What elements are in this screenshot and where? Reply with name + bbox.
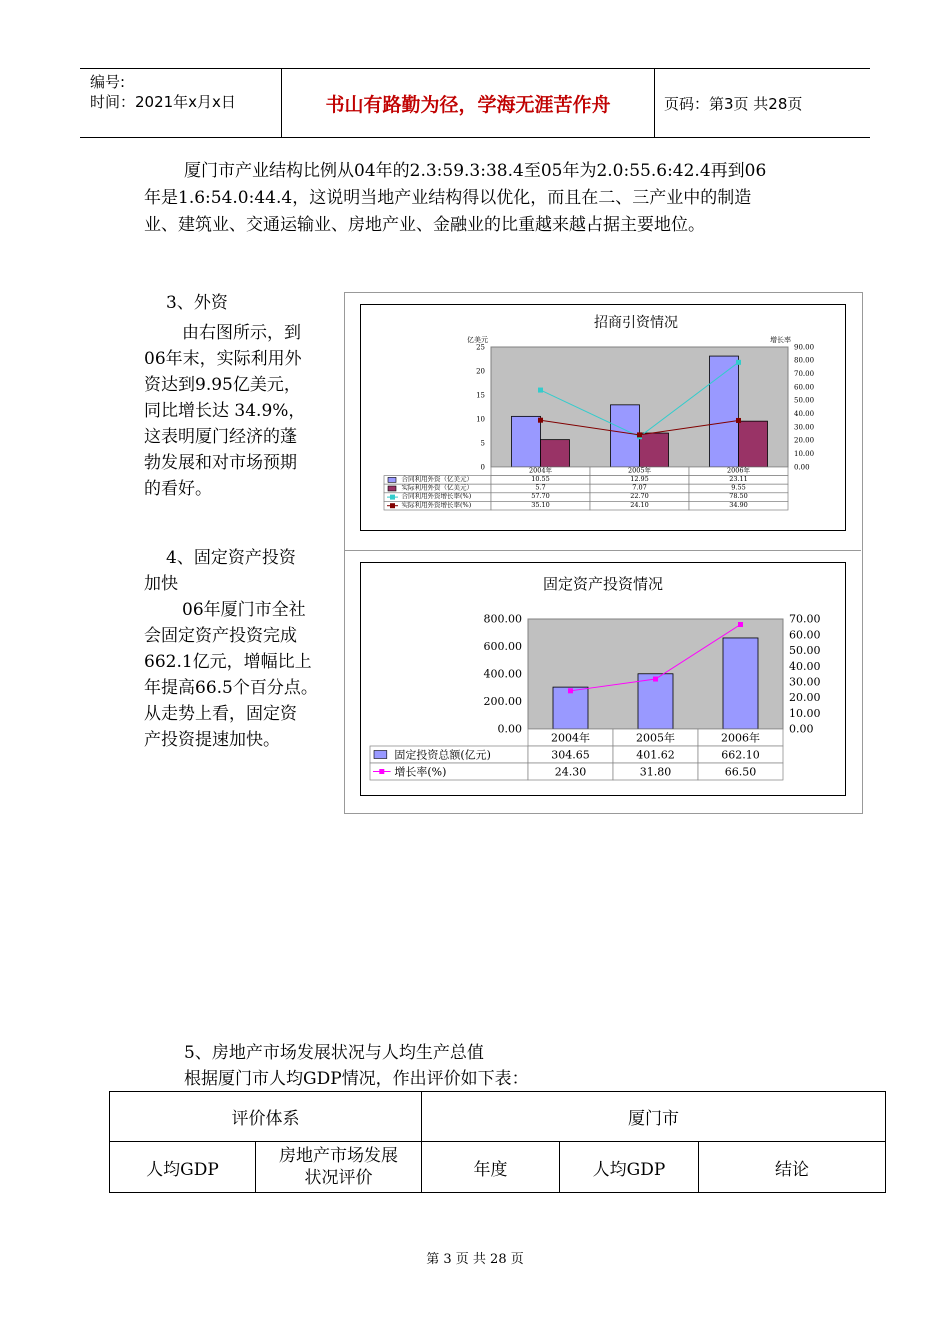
- data-label: 24.10: [630, 500, 649, 509]
- y2-tick-label: 40.00: [789, 659, 821, 673]
- y2-tick-label: 0.00: [789, 722, 814, 736]
- data-label: 31.80: [639, 765, 672, 779]
- y2-tick-label: 90.00: [794, 343, 815, 352]
- y-tick-label: 15: [476, 391, 485, 400]
- section3-line: 的看好。: [144, 479, 212, 499]
- table-cell-market-line2: 状况评价: [304, 1168, 373, 1188]
- y2-tick-label: 40.00: [794, 410, 815, 418]
- legend-marker: [390, 503, 395, 508]
- table-cell-market: [256, 1142, 422, 1193]
- legend-label: 实际利用外资增长率(%): [401, 500, 472, 509]
- data-label: 35.10: [531, 500, 550, 509]
- y2-tick-label: 30.00: [789, 675, 821, 689]
- y2-tick-label: 10.00: [794, 450, 815, 458]
- intro-line-1: 厦门市产业结构比例从04年的2.3:59.3:38.4至05年为2.0:55.6:42.4再到06: [184, 161, 767, 181]
- legend-label: 合同利用外资（亿美元）: [401, 475, 473, 484]
- data-label: 12.95: [630, 475, 649, 484]
- legend-label: 增长率(%): [394, 765, 447, 779]
- y2-tick-label: 70.00: [789, 612, 821, 626]
- y-tick-label: 20: [476, 367, 485, 376]
- y-tick-label: 200.00: [483, 695, 522, 709]
- bar: [541, 440, 570, 467]
- y2-tick-label: 50.00: [789, 644, 821, 658]
- table-cell-gdp2: 人均GDP: [560, 1142, 699, 1193]
- y2-tick-label: 20.00: [794, 436, 815, 445]
- evaluation-table: [109, 1091, 886, 1193]
- legend-marker: [379, 769, 384, 774]
- data-label: 57.70: [531, 492, 550, 501]
- chart-title: 固定资产投资情况: [542, 575, 664, 593]
- y2-tick-label: 50.00: [794, 396, 815, 405]
- data-label: 23.11: [729, 475, 748, 484]
- y2-tick-label: 30.00: [794, 423, 815, 432]
- section4-line: 从走势上看，固定资: [144, 704, 297, 724]
- line-marker: [738, 622, 743, 627]
- table-row: [110, 1092, 886, 1142]
- y-tick-label: 5: [480, 439, 485, 448]
- y-tick-label: 400.00: [483, 667, 522, 681]
- table-cell-market-line1: 房地产市场发展: [279, 1146, 398, 1166]
- legend-label: 合同利用外资增长率(%): [401, 492, 472, 501]
- bar: [739, 421, 768, 467]
- y2-tick-label: 60.00: [794, 383, 815, 392]
- header-motto: 书山有路勤为径，学海无涯苦作舟: [282, 69, 655, 137]
- category-label: 2004年: [551, 731, 590, 745]
- data-label: 7.07: [632, 483, 647, 492]
- intro-line-2: 年是1.6:54.0:44.4，这说明当地产业结构得以优化，而且在二、三产业中的制造: [144, 188, 752, 208]
- y-tick-label: 25: [476, 343, 485, 352]
- section4-line: 06年厦门市全社: [182, 600, 306, 620]
- y2-tick-label: 80.00: [794, 356, 815, 365]
- category-label: 2006年: [726, 466, 751, 475]
- date-label: 时间：2021年x月x日: [90, 93, 236, 111]
- data-label: 304.65: [551, 748, 590, 762]
- foreign-investment-chart-svg: [361, 305, 845, 530]
- section3-line: 06年末，实际利用外: [144, 349, 302, 369]
- section3-line: 勃发展和对市场预期: [144, 453, 297, 473]
- y-tick-label: 600.00: [483, 640, 522, 654]
- legend-label: 固定投资总额(亿元): [394, 748, 491, 762]
- fixed-asset-chart-svg: [361, 563, 845, 795]
- section4-line: 产投资提速加快。: [144, 730, 280, 750]
- y-tick-label: 0.00: [497, 722, 522, 736]
- data-label: 78.50: [729, 492, 748, 501]
- data-label: 66.50: [724, 765, 757, 779]
- y2-tick-label: 10.00: [789, 706, 821, 720]
- table-cell-conclusion: 结论: [699, 1142, 886, 1193]
- y2-tick-label: 20.00: [789, 691, 821, 705]
- chart-title: 招商引资情况: [594, 315, 678, 331]
- section3-line: 同比增长达 34.9%，: [144, 401, 306, 421]
- legend-swatch: [388, 477, 396, 482]
- category-label: 2005年: [636, 731, 675, 745]
- data-label: 34.90: [729, 500, 748, 509]
- y2-tick-label: 60.00: [789, 628, 821, 642]
- section5-intro: 根据厦门市人均GDP情况，作出评价如下表：: [184, 1069, 529, 1089]
- bar: [512, 416, 541, 467]
- section3-line: 这表明厦门经济的蓬: [144, 427, 297, 447]
- table-cell-gdp: 人均GDP: [110, 1142, 256, 1193]
- header-page-label: 页码：第3页 共28页: [664, 94, 803, 113]
- legend-marker: [390, 495, 395, 500]
- header-info-cell: [80, 69, 282, 137]
- legend-swatch: [374, 751, 387, 759]
- table-cell-year: 年度: [422, 1142, 560, 1193]
- section4-heading-1: 4、固定资产投资: [166, 548, 296, 568]
- category-label: 2004年: [528, 466, 553, 475]
- line-marker: [736, 418, 741, 423]
- data-label: 22.70: [630, 492, 649, 501]
- bar: [638, 674, 673, 729]
- page-footer: 第 3 页 共 28 页: [426, 1252, 524, 1267]
- foreign-investment-chart: [360, 304, 846, 531]
- legend-label: 实际利用外资（亿美元）: [401, 483, 473, 492]
- bar: [640, 433, 669, 467]
- bar: [553, 687, 588, 729]
- section3-body: [144, 320, 334, 502]
- number-label: 编号:: [90, 73, 126, 91]
- y-tick-label: 10: [476, 415, 485, 424]
- section4-heading-2: 加快: [144, 574, 178, 594]
- y-tick-label: 800.00: [483, 612, 522, 626]
- section4-line: 662.1亿元，增幅比上: [144, 652, 312, 672]
- line-marker: [637, 432, 642, 437]
- category-label: 2006年: [721, 731, 760, 745]
- data-label: 9.55: [731, 483, 746, 492]
- data-label: 24.30: [554, 765, 587, 779]
- page-header: [80, 68, 870, 138]
- category-label: 2005年: [627, 466, 652, 475]
- y-axis-label: 亿美元: [467, 336, 488, 344]
- legend-swatch: [388, 486, 396, 491]
- y-tick-label: 0: [480, 463, 485, 472]
- section4-line: 会固定资产投资完成: [144, 626, 297, 646]
- y2-axis-label: 增长率: [770, 336, 791, 344]
- section5-heading: 5、房地产市场发展状况与人均生产总值: [184, 1043, 484, 1063]
- y2-tick-label: 0.00: [794, 463, 810, 472]
- y2-tick-label: 70.00: [794, 370, 815, 378]
- data-label: 662.10: [721, 748, 760, 762]
- section3-heading: 3、外资: [166, 293, 228, 313]
- fixed-asset-chart: [360, 562, 846, 796]
- section4-line: 年提高66.5个百分点。: [144, 678, 318, 698]
- line-marker: [538, 388, 543, 393]
- data-label: 401.62: [636, 748, 675, 762]
- data-label: 5.7: [535, 483, 546, 492]
- line-marker: [653, 677, 658, 682]
- section4-body: [144, 597, 344, 753]
- table-row: [110, 1142, 886, 1193]
- section3-line: 资达到9.95亿美元，: [144, 375, 301, 395]
- line-marker: [568, 688, 573, 693]
- data-label: 10.55: [531, 475, 550, 484]
- intro-line-3: 业、建筑业、交通运输业、房地产业、金融业的比重越来越占据主要地位。: [144, 215, 705, 235]
- section3-line: 由右图所示，到: [182, 323, 301, 343]
- bar: [723, 638, 758, 729]
- line-marker: [538, 418, 543, 423]
- table-header-system: 评价体系: [110, 1092, 422, 1142]
- charts-divider: [344, 550, 861, 551]
- line-marker: [736, 360, 741, 365]
- table-header-city: 厦门市: [422, 1092, 886, 1142]
- bar: [611, 405, 640, 467]
